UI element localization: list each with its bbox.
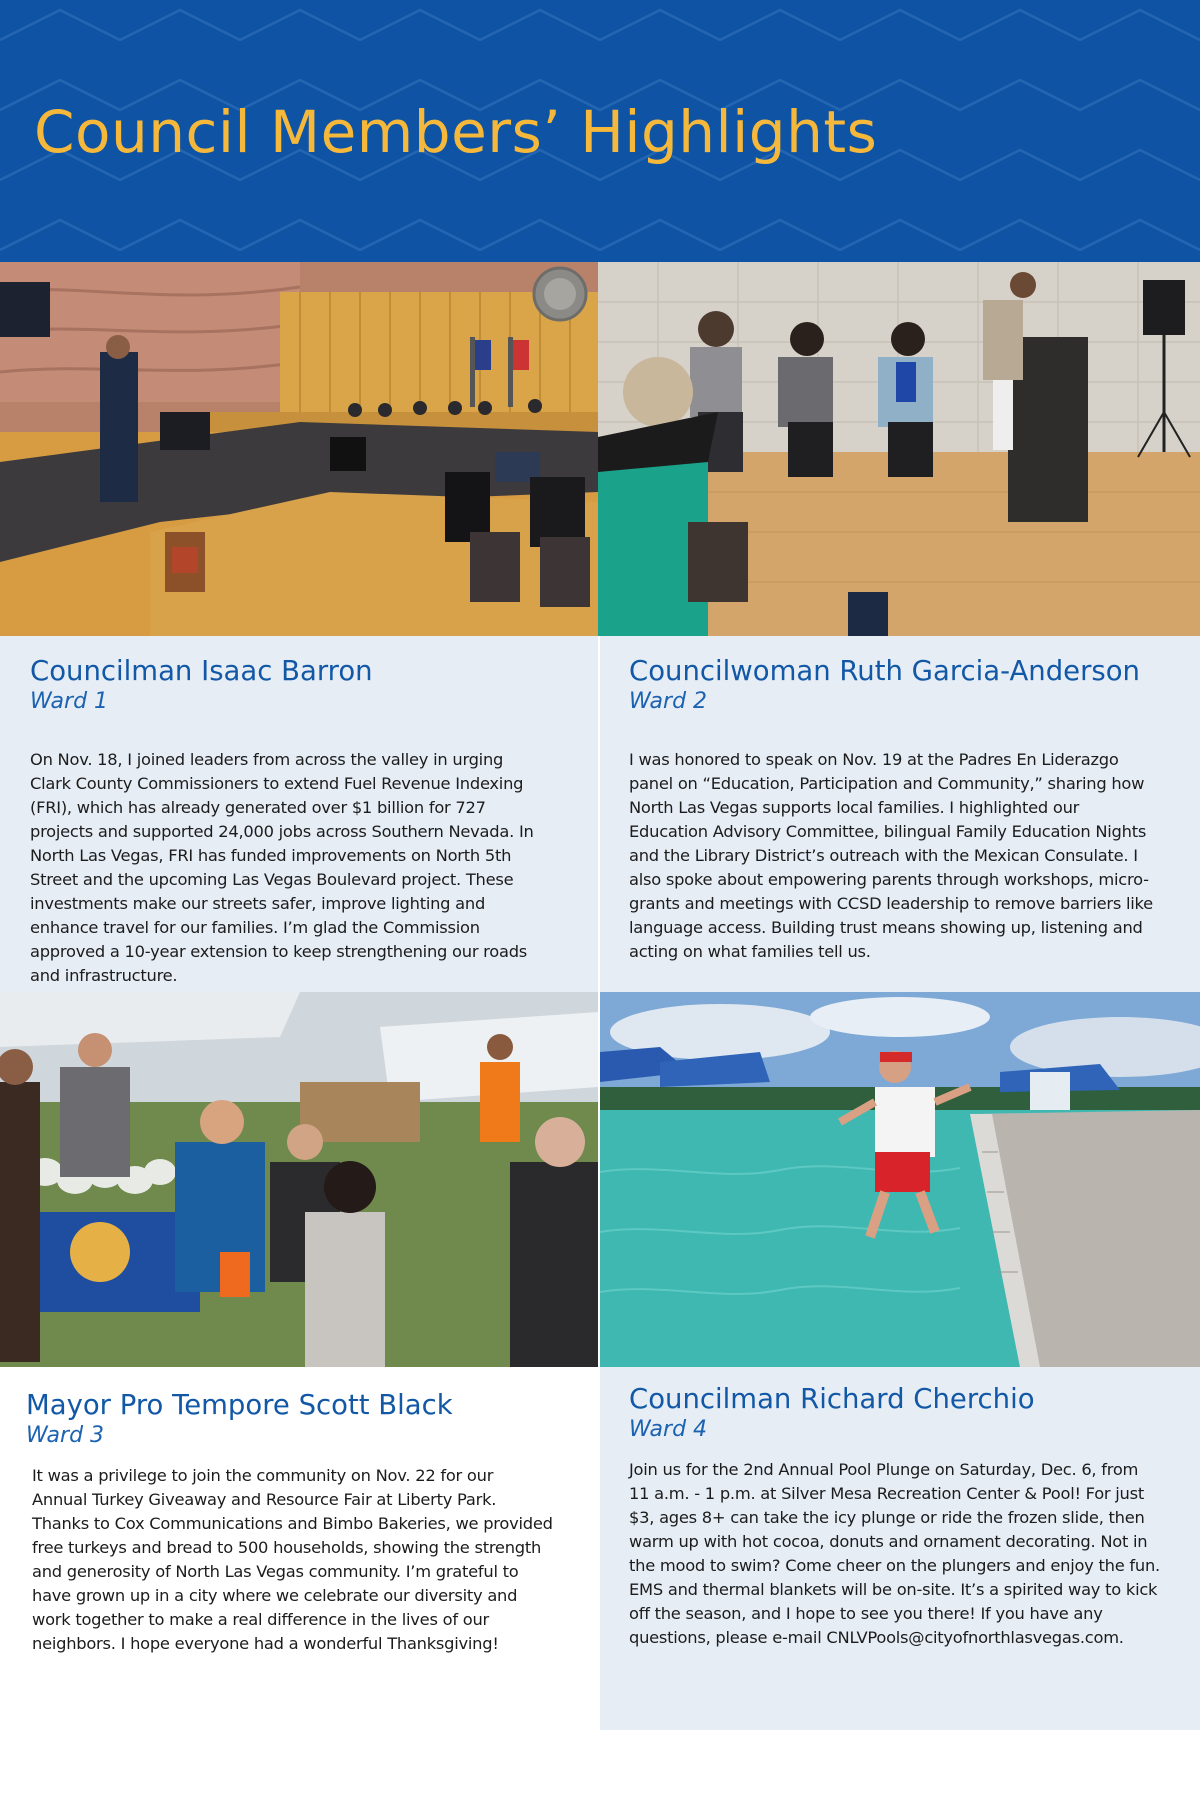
ward-2-panel bbox=[600, 636, 1200, 992]
ward-3-member-name: Mayor Pro Tempore Scott Black bbox=[26, 1389, 453, 1421]
ward-2-body-text: I was honored to speak on Nov. 19 at the Padres En Liderazgo panel on “Education, Participation and Community,” sharing how North Las Vegas supports local families. I highlighted our Education Advisory Committee, bilingual Family Education Nights and the Library District’s outreach with the Mexican Consulate. I also spoke about empowering parents through workshops, micro-grants and meetings with CCSD leadership to remove barriers like language access. Building trust means showing up, listening and acting on what families tell us. bbox=[629, 750, 1153, 961]
ward-1-panel bbox=[0, 636, 598, 992]
turkey-giveaway-photo bbox=[0, 992, 598, 1367]
ward-1-label: Ward 1 bbox=[30, 689, 109, 714]
ward-3-panel bbox=[0, 1367, 598, 1800]
ward-2-member-name: Councilwoman Ruth Garcia-Anderson bbox=[629, 655, 1140, 687]
page-header bbox=[0, 0, 1200, 262]
page-title: Council Members’ Highlights bbox=[34, 98, 878, 166]
panel-discussion-photo bbox=[598, 262, 1200, 636]
ward-4-member-name: Councilman Richard Cherchio bbox=[629, 1383, 1035, 1415]
pool-plunge-photo bbox=[600, 992, 1200, 1367]
ward-4-panel bbox=[600, 1367, 1200, 1730]
ward-4-label: Ward 4 bbox=[629, 1417, 708, 1442]
ward-3-label: Ward 3 bbox=[26, 1423, 105, 1448]
ward-2-label: Ward 2 bbox=[629, 689, 708, 714]
ward-4-body-text: Join us for the 2nd Annual Pool Plunge on Saturday, Dec. 6, from 11 a.m. - 1 p.m. at Silver Mesa Recreation Center & Pool! For just $3, ages 8+ can take the icy plunge or ride the frozen slide, then warm up with hot cocoa, donuts and ornament decorating. Not in the mood to swim? Come cheer on the plungers and enjoy the fun. EMS and thermal blankets will be on-site. It’s a spirited way to kick off the season, and I hope to see you there! If you have any questions, please e-mail CNLVPools@cityofnorthlasvegas.com. bbox=[629, 1460, 1160, 1647]
council-chamber-photo bbox=[0, 262, 598, 636]
ward-3-body-text: It was a privilege to join the community on Nov. 22 for our Annual Turkey Giveaway and Resource Fair at Liberty Park. Thanks to Cox Communications and Bimbo Bakeries, we provided free turkeys and bread to 500 households, showing the strength and generosity of North Las Vegas community. I’m grateful to have grown up in a city where we celebrate our diversity and work together to make a real difference in the lives of our neighbors. I hope everyone had a wonderful Thanksgiving! bbox=[32, 1466, 553, 1653]
ward-1-body-text: On Nov. 18, I joined leaders from across the valley in urging Clark County Commissioners to extend Fuel Revenue Indexing (FRI), which has already generated over $1 billion for 727 projects and supported 24,000 jobs across Southern Nevada. In North Las Vegas, FRI has funded improvements on North 5th Street and the upcoming Las Vegas Boulevard project. These investments make our streets safer, improve lighting and enhance travel for our families. I’m glad the Commission approved a 10-year extension to keep strengthening our roads and infrastructure. bbox=[30, 750, 534, 985]
ward-1-member-name: Councilman Isaac Barron bbox=[30, 655, 373, 687]
